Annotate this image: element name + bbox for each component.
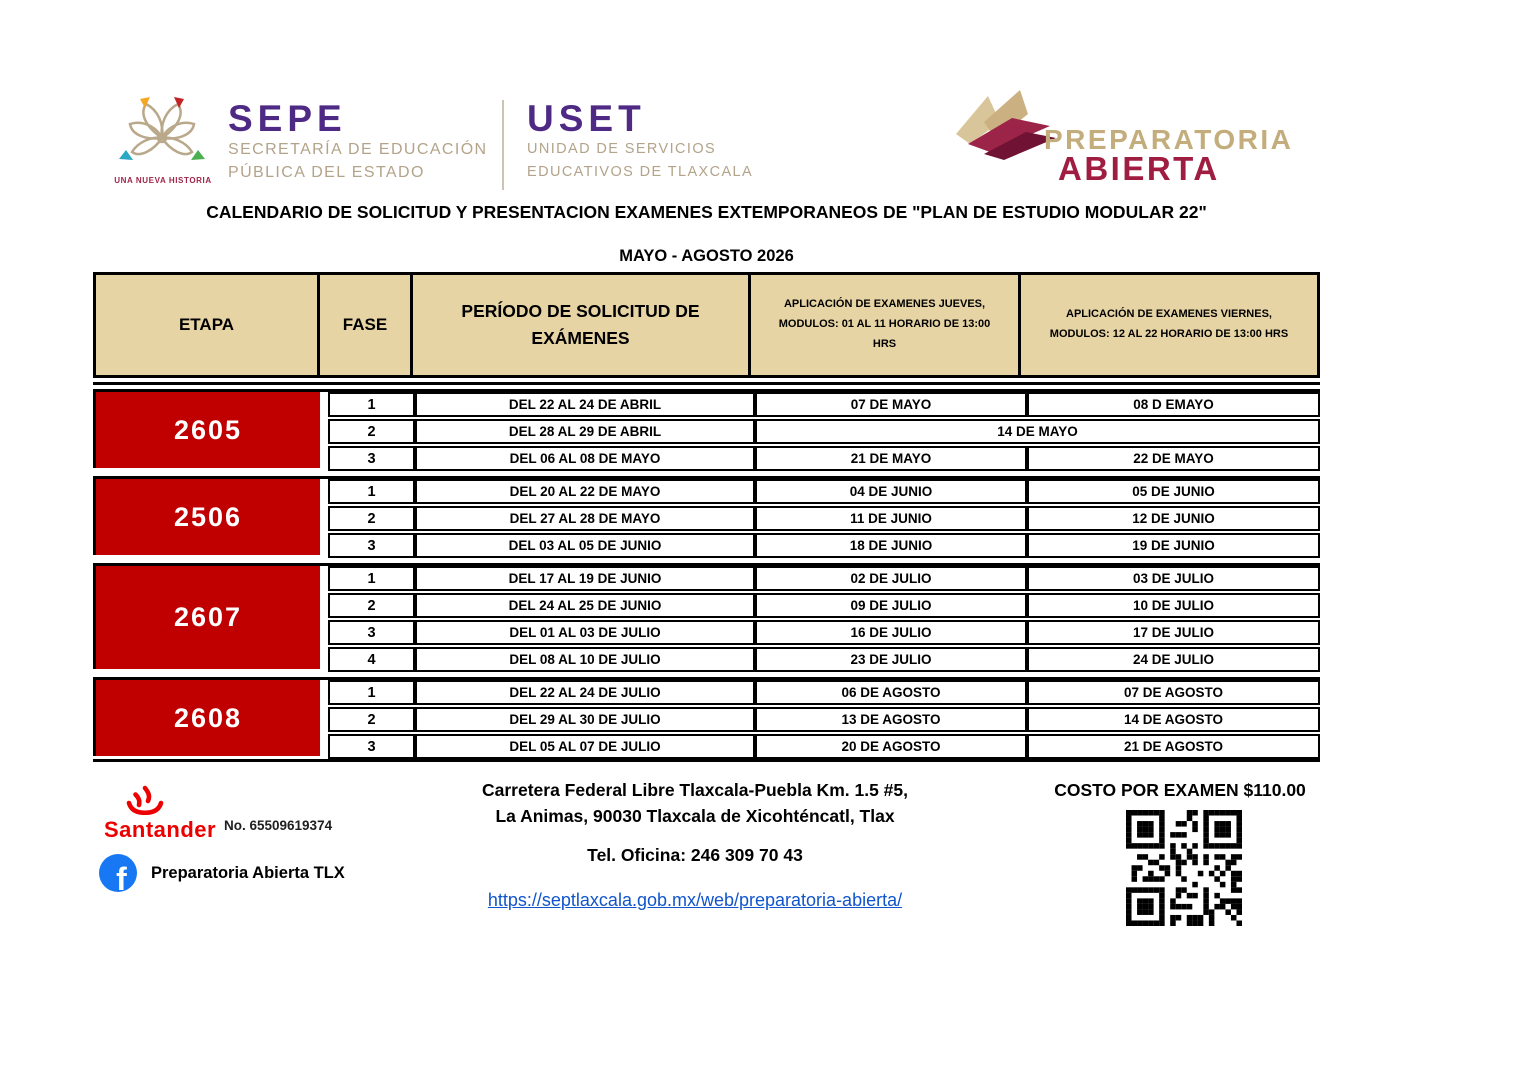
header-aplicacion-jueves: APLICACIÓN DE EXAMENES JUEVES, MODULOS: 01 AL 11 HORARIO DE 13:00 HRS <box>751 275 1021 375</box>
fase-cell: 1 <box>328 566 415 591</box>
fase-cell: 3 <box>328 620 415 645</box>
viernes-application-cell: 17 DE JULIO <box>1027 620 1320 645</box>
address-line-2: La Animas, 90030 Tlaxcala de Xicohténcatl, Tlax <box>495 806 895 826</box>
table-row <box>328 734 1320 759</box>
header-fase: FASE <box>320 275 413 375</box>
viernes-application-cell: 14 DE AGOSTO <box>1027 707 1320 732</box>
fase-cell: 2 <box>328 419 415 444</box>
periodo-cell: DEL 03 AL 05 DE JUNIO <box>415 533 755 558</box>
sepe-sub-line2: PÚBLICA DEL ESTADO <box>228 164 425 181</box>
jueves-application-cell: 07 DE MAYO <box>755 392 1027 417</box>
jueves-application-cell: 11 DE JUNIO <box>755 506 1027 531</box>
santander-flame-icon <box>124 785 166 820</box>
table-row <box>328 620 1320 645</box>
viernes-application-cell: 05 DE JUNIO <box>1027 479 1320 504</box>
sepe-tagline: UNA NUEVA HISTORIA <box>114 176 212 185</box>
table-row <box>328 533 1320 558</box>
viernes-application-cell: 21 DE AGOSTO <box>1027 734 1320 759</box>
fase-cell: 4 <box>328 647 415 672</box>
prepa-word-2: ABIERTA <box>1058 150 1220 187</box>
uset-logo <box>527 100 753 183</box>
etapa-cell: 2605 <box>93 392 320 468</box>
facebook-page-name: Preparatoria Abierta TLX <box>151 864 345 882</box>
facebook-icon: f <box>99 854 137 892</box>
periodo-cell: DEL 17 AL 19 DE JUNIO <box>415 566 755 591</box>
periodo-cell: DEL 05 AL 07 DE JULIO <box>415 734 755 759</box>
table-row <box>328 566 1320 591</box>
etapa-cell: 2608 <box>93 680 320 756</box>
periodo-cell: DEL 01 AL 03 DE JULIO <box>415 620 755 645</box>
fase-cell: 1 <box>328 392 415 417</box>
table-row <box>328 506 1320 531</box>
table-header-row <box>93 272 1320 378</box>
viernes-application-cell: 03 DE JULIO <box>1027 566 1320 591</box>
periodo-cell: DEL 20 AL 22 DE MAYO <box>415 479 755 504</box>
document-title: CALENDARIO DE SOLICITUD Y PRESENTACION EXAMENES EXTEMPORANEOS DE "PLAN DE ESTUDIO MODULAR 22" <box>206 202 1207 222</box>
viernes-application-cell: 24 DE JULIO <box>1027 647 1320 672</box>
table-row <box>328 707 1320 732</box>
header-periodo: PERÍODO DE SOLICITUD DE EXÁMENES <box>413 275 751 375</box>
fase-cell: 2 <box>328 593 415 618</box>
jueves-application-cell: 04 DE JUNIO <box>755 479 1027 504</box>
block-rows <box>328 392 1320 471</box>
sepe-flower-logo-icon <box>112 96 212 181</box>
table-row <box>328 593 1320 618</box>
etapa-block <box>93 677 1320 762</box>
fase-cell: 2 <box>328 707 415 732</box>
header-separator-line <box>93 382 1320 385</box>
periodo-cell: DEL 24 AL 25 DE JUNIO <box>415 593 755 618</box>
period-subtitle: MAYO - AGOSTO 2026 <box>619 247 794 265</box>
header-aplicacion-viernes: APLICACIÓN DE EXAMENES VIERNES, MODULOS: 12 AL 22 HORARIO DE 13:00 HRS <box>1049 308 1289 340</box>
jueves-application-cell: 02 DE JULIO <box>755 566 1027 591</box>
jueves-application-cell: 09 DE JULIO <box>755 593 1027 618</box>
periodo-cell: DEL 28 AL 29 DE ABRIL <box>415 419 755 444</box>
sepe-logo <box>228 100 488 183</box>
viernes-application-cell: 08 D EMAYO <box>1027 392 1320 417</box>
table-row <box>328 647 1320 672</box>
fase-cell: 3 <box>328 533 415 558</box>
logo-divider <box>502 100 504 190</box>
fase-cell: 2 <box>328 506 415 531</box>
viernes-application-cell: 12 DE JUNIO <box>1027 506 1320 531</box>
website-link[interactable]: https://septlaxcala.gob.mx/web/preparatoria-abierta/ <box>487 890 903 910</box>
periodo-cell: DEL 08 AL 10 DE JULIO <box>415 647 755 672</box>
etapa-cell: 2607 <box>93 566 320 669</box>
fase-cell: 3 <box>328 734 415 759</box>
jueves-application-cell: 13 DE AGOSTO <box>755 707 1027 732</box>
block-rows <box>328 566 1320 672</box>
block-rows <box>328 479 1320 558</box>
fase-cell: 3 <box>328 446 415 471</box>
fase-cell: 1 <box>328 479 415 504</box>
jueves-application-cell: 16 DE JULIO <box>755 620 1027 645</box>
etapa-cell: 2506 <box>93 479 320 555</box>
jueves-application-cell: 06 DE AGOSTO <box>755 680 1027 705</box>
table-row <box>328 419 1320 444</box>
etapa-block <box>93 389 1320 471</box>
sepe-acronym: SEPE <box>228 98 347 139</box>
fase-cell: 1 <box>328 680 415 705</box>
uset-acronym: USET <box>527 98 646 139</box>
exam-cost-label: COSTO POR EXAMEN $110.00 <box>1054 780 1306 800</box>
uset-sub-line2: EDUCATIVOS DE TLAXCALA <box>527 164 754 180</box>
merged-application-cell: 14 DE MAYO <box>755 419 1320 444</box>
contact-block <box>425 777 965 911</box>
periodo-cell: DEL 22 AL 24 DE JULIO <box>415 680 755 705</box>
qr-code-image <box>1126 810 1242 926</box>
periodo-cell: DEL 29 AL 30 DE JULIO <box>415 707 755 732</box>
office-phone: Tel. Oficina: 246 309 70 43 <box>587 845 803 865</box>
jueves-application-cell: 18 DE JUNIO <box>755 533 1027 558</box>
etapa-block <box>93 476 1320 558</box>
viernes-application-cell: 10 DE JULIO <box>1027 593 1320 618</box>
periodo-cell: DEL 22 AL 24 DE ABRIL <box>415 392 755 417</box>
viernes-application-cell: 22 DE MAYO <box>1027 446 1320 471</box>
santander-logo-text: Santander <box>104 817 217 842</box>
table-row <box>328 392 1320 417</box>
header-etapa: ETAPA <box>96 275 320 375</box>
uset-sub-line1: UNIDAD DE SERVICIOS <box>527 141 717 157</box>
table-row <box>328 479 1320 504</box>
viernes-application-cell: 19 DE JUNIO <box>1027 533 1320 558</box>
sepe-sub-line1: SECRETARÍA DE EDUCACIÓN <box>228 141 488 158</box>
jueves-application-cell: 23 DE JULIO <box>755 647 1027 672</box>
address-line-1: Carretera Federal Libre Tlaxcala-Puebla Km. 1.5 #5, <box>481 780 909 800</box>
etapa-block <box>93 563 1320 672</box>
periodo-cell: DEL 06 AL 08 DE MAYO <box>415 446 755 471</box>
jueves-application-cell: 20 DE AGOSTO <box>755 734 1027 759</box>
block-rows <box>328 680 1320 759</box>
viernes-application-cell: 07 DE AGOSTO <box>1027 680 1320 705</box>
bank-account-number: No. 65509619374 <box>224 818 333 833</box>
periodo-cell: DEL 27 AL 28 DE MAYO <box>415 506 755 531</box>
jueves-application-cell: 21 DE MAYO <box>755 446 1027 471</box>
preparatoria-abierta-logo <box>952 86 1312 196</box>
table-row <box>328 446 1320 471</box>
table-row <box>328 680 1320 705</box>
table-blocks <box>93 389 1320 762</box>
prepa-word-1: PREPARATORIA <box>1044 124 1294 155</box>
